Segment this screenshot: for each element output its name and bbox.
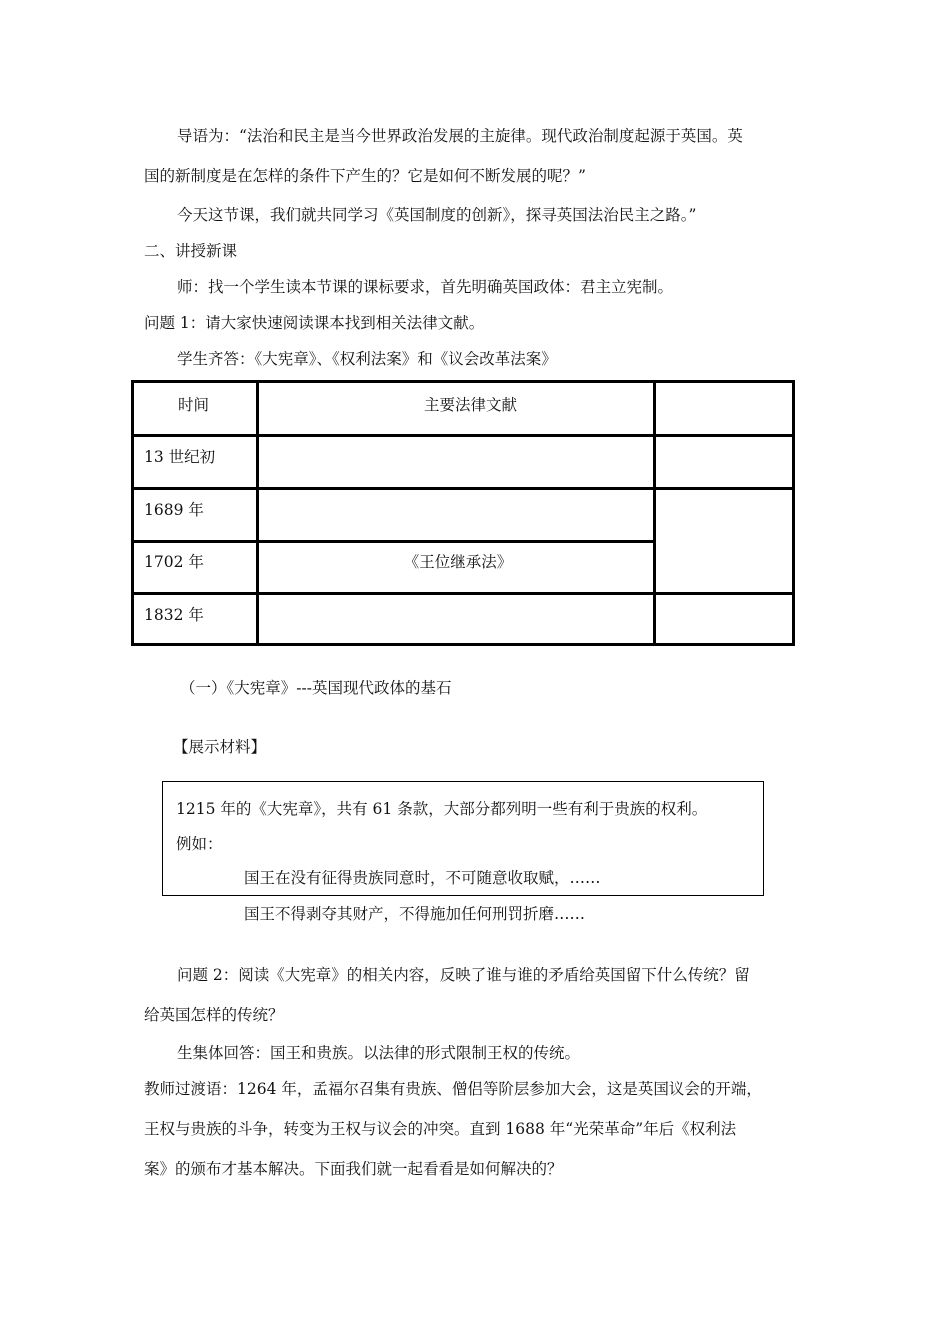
table-rule [134, 592, 792, 595]
table-rule [653, 383, 656, 643]
question-1: 问题 1：请大家快速阅读课本找到相关法律文献。 [144, 314, 485, 332]
question-2-line-2: 给英国怎样的传统？ [144, 1006, 284, 1024]
table-cell-time: 1832 年 [144, 606, 204, 624]
transition-line-3: 案》的颁布才基本解决。下面我们就一起看看是如何解决的？ [144, 1160, 563, 1178]
table-rule [134, 540, 654, 543]
legal-documents-table [131, 380, 795, 646]
part-1-title: （一）《大宪章》---英国现代政体的基石 [180, 679, 452, 697]
intro-line-2: 国的新制度是在怎样的条件下产生的？它是如何不断发展的呢？” [144, 167, 586, 185]
table-header-documents: 主要法律文献 [424, 396, 518, 414]
question-2-line-1: 问题 2：阅读《大宪章》的相关内容，反映了谁与谁的矛盾给英国留下什么传统？留 [177, 966, 750, 984]
material-line-2: 例如： [176, 835, 223, 853]
intro-line-1: 导语为：“法治和民主是当今世界政治发展的主旋律。现代政治制度起源于英国。英 [177, 127, 743, 145]
transition-line-2: 王权与贵族的斗争，转变为王权与议会的冲突。直到 1688 年“光荣革命”年后《权利法 [144, 1120, 737, 1138]
table-cell-time: 13 世纪初 [144, 448, 216, 466]
table-cell-document: 《王位继承法》 [403, 553, 513, 571]
table-rule [256, 383, 259, 643]
table-rule [134, 487, 792, 490]
answer-2: 生集体回答：国王和贵族。以法律的形式限制王权的传统。 [177, 1044, 581, 1062]
table-cell-time: 1702 年 [144, 553, 204, 571]
section-heading: 二、讲授新课 [144, 242, 238, 260]
material-line-3: 国王在没有征得贵族同意时，不可随意收取赋，…… [244, 869, 601, 887]
material-line-1: 1215 年的《大宪章》，共有 61 条款，大部分都列明一些有利于贵族的权利。 [176, 800, 708, 818]
table-rule [134, 434, 792, 437]
table-header-time: 时间 [178, 396, 210, 414]
material-label: 【展示材料】 [173, 738, 267, 756]
answer-1: 学生齐答：《大宪章》、《权利法案》和《议会改革法案》 [177, 350, 557, 368]
intro-line-3: 今天这节课，我们就共同学习《英国制度的创新》，探寻英国法治民主之路。” [177, 206, 697, 224]
material-line-4: 国王不得剥夺其财产，不得施加任何刑罚折磨…… [244, 905, 586, 923]
transition-line-1: 教师过渡语：1264 年，孟福尔召集有贵族、僧侣等阶层参加大会，这是英国议会的开端， [144, 1080, 762, 1098]
table-cell-time: 1689 年 [144, 501, 204, 519]
teacher-line: 师：找一个学生读本节课的课标要求，首先明确英国政体：君主立宪制。 [177, 278, 674, 296]
